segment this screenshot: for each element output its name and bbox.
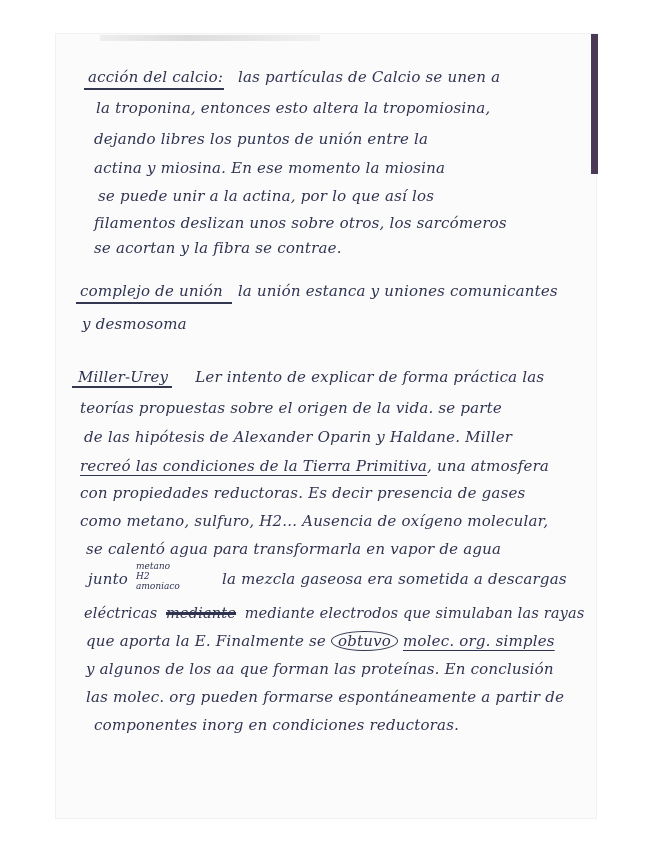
section3-line-1 bbox=[78, 368, 544, 386]
section3-line-10-start: que aporta la E. Finalmente se bbox=[86, 632, 327, 650]
line-1 bbox=[88, 68, 500, 86]
gas-item: metano bbox=[136, 562, 171, 572]
term-underline bbox=[76, 302, 232, 304]
section3-line-6: como metano, sulfuro, H2... Ausencia de oxígeno molecular, bbox=[80, 512, 549, 530]
section2-line-2: y desmosoma bbox=[82, 315, 187, 333]
gas-item: H2 bbox=[136, 572, 150, 582]
section3-line-10 bbox=[86, 632, 555, 650]
section1-line-7: se acortan y la fibra se contrae. bbox=[94, 239, 342, 257]
section3-line-9-rest: mediante electrodos que simulaban las rayas bbox=[244, 604, 585, 622]
term-complejo-union: complejo de unión bbox=[80, 282, 223, 300]
section3-line-12: las molec. org pueden formarse espontáneamente a partir de bbox=[86, 688, 565, 706]
section1-line-3: dejando libres los puntos de unión entre la bbox=[94, 130, 429, 148]
section1-line-6: filamentos deslizan unos sobre otros, los sarcómeros bbox=[94, 214, 507, 232]
section3-line-13: componentes inorg en condiciones reductoras. bbox=[94, 716, 460, 734]
circled-word: obtuvo bbox=[331, 631, 398, 651]
section3-line-11: y algunos de los aa que forman las proteínas. En conclusión bbox=[86, 660, 554, 678]
term-underline bbox=[72, 386, 172, 388]
section3-line-3: de las hipótesis de Alexander Oparin y Haldane. Miller bbox=[84, 428, 513, 446]
section3-line-5: con propiedades reductoras. Es decir presencia de gases bbox=[80, 484, 526, 502]
section2-line-1 bbox=[80, 282, 558, 300]
section3-line-4 bbox=[80, 457, 549, 475]
section1-line-2: la troponina, entonces esto altera la tropomiosina, bbox=[96, 99, 491, 117]
electricas-word: eléctricas bbox=[84, 604, 158, 622]
section3-line-8 bbox=[88, 570, 128, 588]
term-underline bbox=[84, 88, 224, 90]
section3-line-7: se calentó agua para transformarla en vapor de agua bbox=[86, 540, 502, 558]
section1-line-4: actina y miosina. En ese momento la miosina bbox=[94, 159, 446, 177]
section2-line-1-rest: la unión estanca y uniones comunicantes bbox=[237, 282, 558, 300]
section3-line-8-rest: la mezcla gaseosa era sometida a descargas bbox=[222, 570, 567, 588]
section1-line-5: se puede unir a la actina, por lo que así los bbox=[98, 187, 435, 205]
term-accion-calcio: acción del calcio: bbox=[88, 68, 224, 86]
underlined-phrase: molec. org. simples bbox=[402, 632, 555, 650]
section3-line-4-rest: , una atmosfera bbox=[427, 457, 550, 475]
section3-line-1-rest: Ler intento de explicar de forma práctica las bbox=[195, 368, 545, 386]
struck-word: mediante bbox=[165, 604, 237, 622]
term-miller-urey: Miller-Urey bbox=[78, 368, 169, 386]
scan-edge bbox=[591, 34, 598, 174]
section3-line-9 bbox=[84, 604, 584, 622]
scan-smudge bbox=[100, 35, 320, 41]
section1-line-1: las partículas de Calcio se unen a bbox=[238, 68, 501, 86]
gas-item: amoniaco bbox=[136, 582, 180, 592]
section3-line-2: teorías propuestas sobre el origen de la vida. se parte bbox=[80, 399, 502, 417]
junto-word: junto bbox=[88, 570, 129, 588]
underlined-phrase: recreó las condiciones de la Tierra Primitiva bbox=[80, 457, 428, 475]
gas-list-brace bbox=[136, 562, 180, 592]
